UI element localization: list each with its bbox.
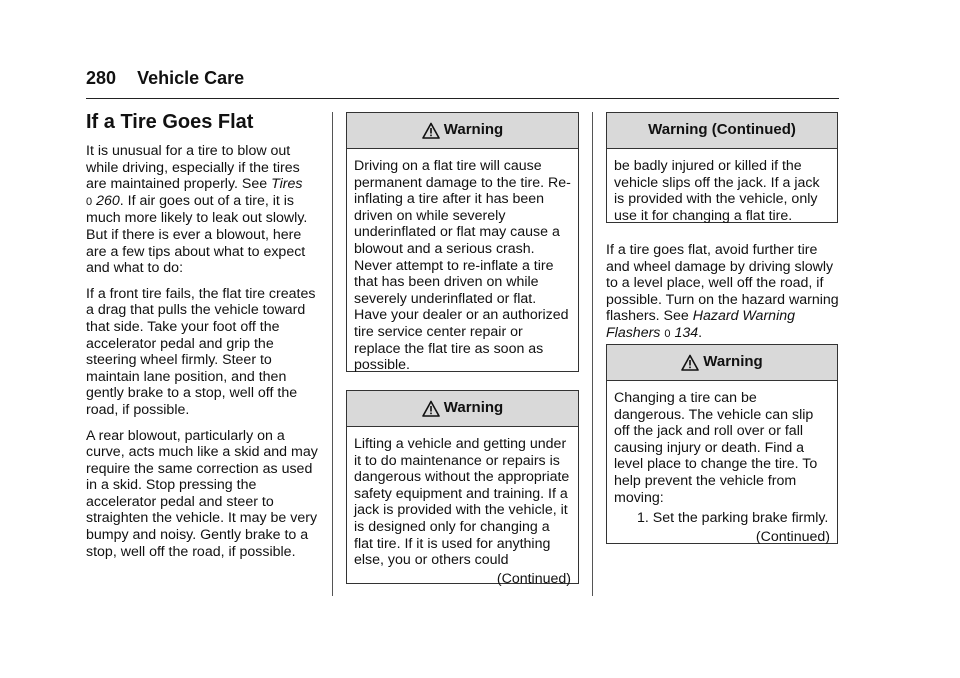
header-rule bbox=[86, 98, 839, 99]
warning-title: Warning bbox=[443, 121, 504, 139]
intro-text: It is unusual for a tire to blow out while driving, especially if the tires are maintained properly. See bbox=[86, 143, 300, 193]
page-header bbox=[86, 68, 244, 89]
flat-tire-paragraph bbox=[606, 242, 842, 343]
warning-text: Changing a tire can be dangerous. The vehicle can slip off the jack and roll over or fall causing injury or death. Find a level place to change the tire. To help prevent the vehicle from moving: bbox=[614, 390, 818, 506]
warning-box-continued bbox=[606, 112, 838, 223]
hazard-link-text: Hazard Warning Flashers bbox=[606, 308, 795, 341]
flat-tire-text-after: . bbox=[698, 324, 703, 341]
section-heading: If a Tire Goes Flat bbox=[86, 111, 254, 133]
warning-title: Warning bbox=[703, 353, 763, 371]
column-divider-right bbox=[592, 112, 593, 596]
continued-label: (Continued) bbox=[755, 528, 830, 545]
warning-triangle-icon bbox=[422, 400, 440, 417]
intro-text-after: . If air goes out of a tire, it is much more likely to leak out slowly. But if there is ever a blowout, here are a few tips about what to expect and what to do: bbox=[86, 192, 308, 277]
warning-triangle-icon bbox=[681, 354, 699, 371]
warning-header bbox=[347, 113, 578, 149]
warning-box-changing-tire bbox=[606, 344, 838, 544]
intro-paragraph bbox=[86, 143, 322, 277]
warning-header bbox=[347, 391, 578, 427]
step-item: 1. Set the parking brake firmly. bbox=[637, 510, 829, 527]
warning-title: Warning bbox=[443, 399, 504, 417]
hazard-link-page: 134 bbox=[674, 324, 699, 341]
warning-triangle-icon bbox=[422, 122, 440, 139]
warning-body: Driving on a flat tire will cause permanent damage to the tire. Re-inflating a tire after it has been driven on while severely underinflated or flat may cause a blowout and a serious crash. Never attempt to re-inflate a tire that has been driven on while severely underinflated or flat. Have your dealer or an authorized tire service center repair or replace the flat tire as soon as possible. bbox=[354, 158, 571, 374]
warning-text: Lifting a vehicle and getting under it to do maintenance or repairs is dangerous without the appropriate safety equipment and training. If a jack is provided with the vehicle, it is designed only for changing a flat tire. If it is used for anything else, you or others could bbox=[354, 436, 570, 569]
front-tire-paragraph: If a front tire fails, the flat tire creates a drag that pulls the vehicle toward that side. Take your foot off the accelerator pedal and grip the steering wheel firmly. Steer to maintain lane position, and then gently brake to a stop, well off the road, if possible. bbox=[86, 285, 316, 418]
xref-arrow-icon: 0 bbox=[664, 327, 671, 340]
main-column bbox=[86, 110, 322, 569]
warning-header bbox=[607, 345, 837, 381]
page-number: 280 bbox=[86, 68, 117, 88]
column-divider-left bbox=[332, 112, 333, 596]
warning-body: be badly injured or killed if the vehicle slips off the jack. If a jack is provided with the vehicle, only use it for changing a flat tire. bbox=[614, 158, 820, 224]
continued-label: (Continued) bbox=[496, 570, 571, 587]
warning-box-jack bbox=[346, 390, 579, 587]
rear-blowout-paragraph: A rear blowout, particularly on a curve, acts much like a skid and may require the same correction as used in a skid. Stop pressing the accelerator pedal and steer to straighten the vehicle. It may be very bumpy and noisy. Gently brake to a stop, well off the road, if possible. bbox=[86, 427, 318, 560]
warning-body bbox=[347, 427, 578, 593]
warning-box-flat-tire bbox=[346, 112, 579, 372]
section-title: Vehicle Care bbox=[137, 68, 245, 88]
flat-tire-text: If a tire goes flat, avoid further tire and wheel damage by driving slowly to a level place, well off the road, if possible. Turn on the hazard warning flashers. See bbox=[606, 242, 839, 325]
warning-title: Warning (Continued) bbox=[648, 121, 796, 139]
warning-header bbox=[607, 113, 837, 149]
warning-body bbox=[607, 381, 837, 551]
tires-link-page: 260 bbox=[96, 192, 120, 209]
xref-arrow-icon: 0 bbox=[86, 195, 93, 208]
tires-link-text: Tires bbox=[271, 176, 303, 193]
